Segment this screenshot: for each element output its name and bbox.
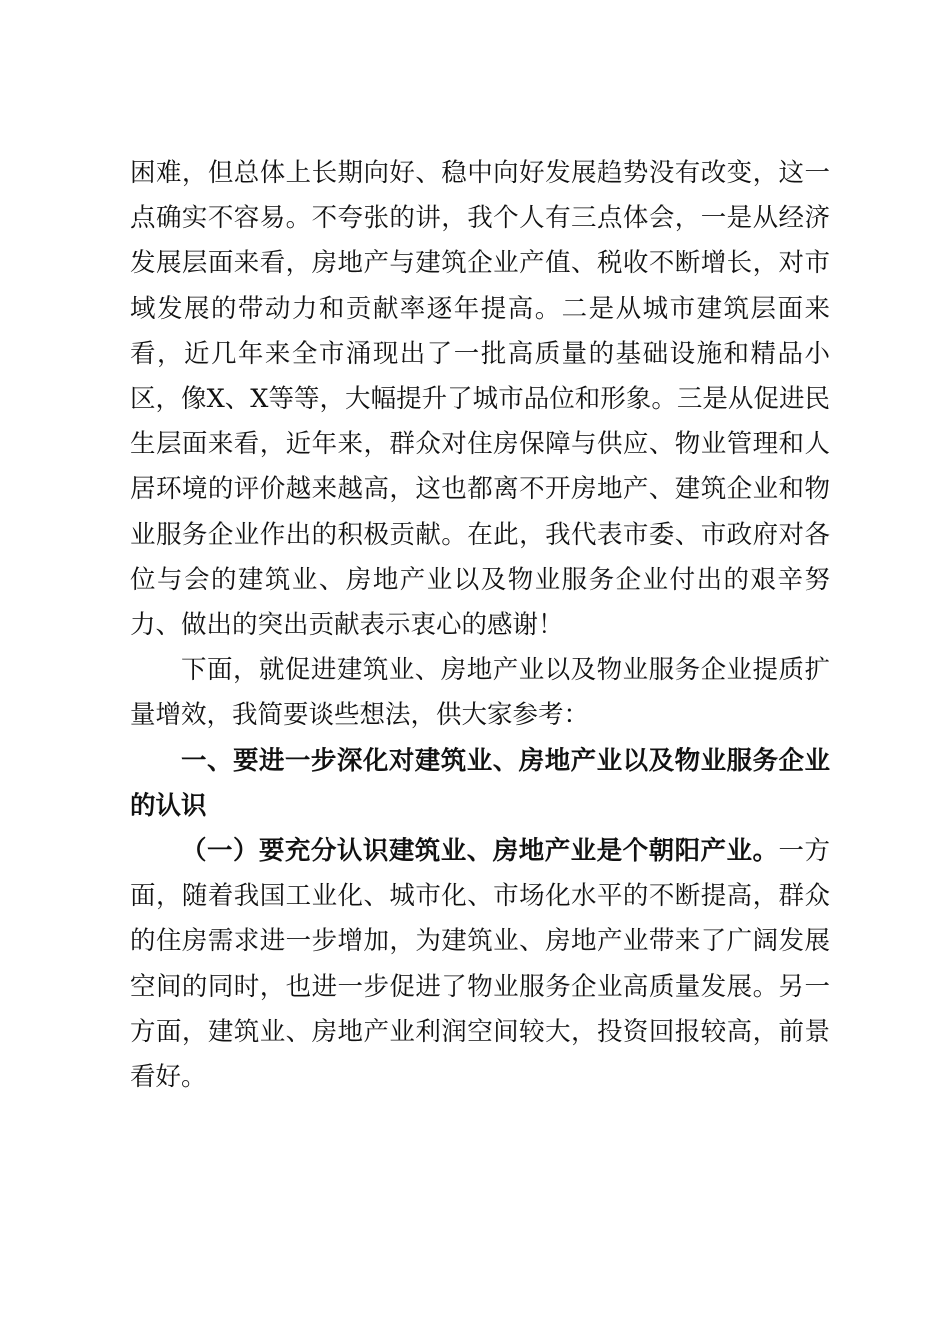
section-heading: 一、要进一步深化对建筑业、房地产业以及物业服务企业的认识 bbox=[130, 745, 830, 821]
subsection-heading: （一）要充分认识建筑业、房地产业是个朝阳产业。 bbox=[181, 836, 779, 867]
body-paragraph bbox=[130, 829, 830, 1100]
document-body bbox=[130, 151, 830, 1100]
body-paragraph: 下面，就促进建筑业、房地产业以及物业服务企业提质扩量增效，我简要谈些想法，供大家参考： bbox=[130, 655, 830, 731]
subsection-text: 一方面，随着我国工业化、城市化、市场化水平的不断提高，群众的住房需求进一步增加，为建筑业、房地产业带来了广阔发展空间的同时，也进一步促进了物业服务企业高质量发展。另一方面，建筑业、房地产业利润空间较大，投资回报较高，前景看好。 bbox=[130, 836, 830, 1093]
body-paragraph: 困难，但总体上长期向好、稳中向好发展趋势没有改变，这一点确实不容易。不夸张的讲，我个人有三点体会，一是从经济发展层面来看，房地产与建筑企业产值、税收不断增长，对市域发展的带动力和贡献率逐年提高。二是从城市建筑层面来看，近几年来全市涌现出了一批高质量的基础设施和精品小区，像X、X等等，大幅提升了城市品位和形象。三是从促进民生层面来看，近年来，群众对住房保障与供应、物业管理和人居环境的评价越来越高，这也都离不开房地产、建筑企业和物业服务企业作出的积极贡献。在此，我代表市委、市政府对各位与会的建筑业、房地产业以及物业服务企业付出的艰辛努力、做出的突出贡献表示衷心的感谢！ bbox=[130, 158, 830, 641]
